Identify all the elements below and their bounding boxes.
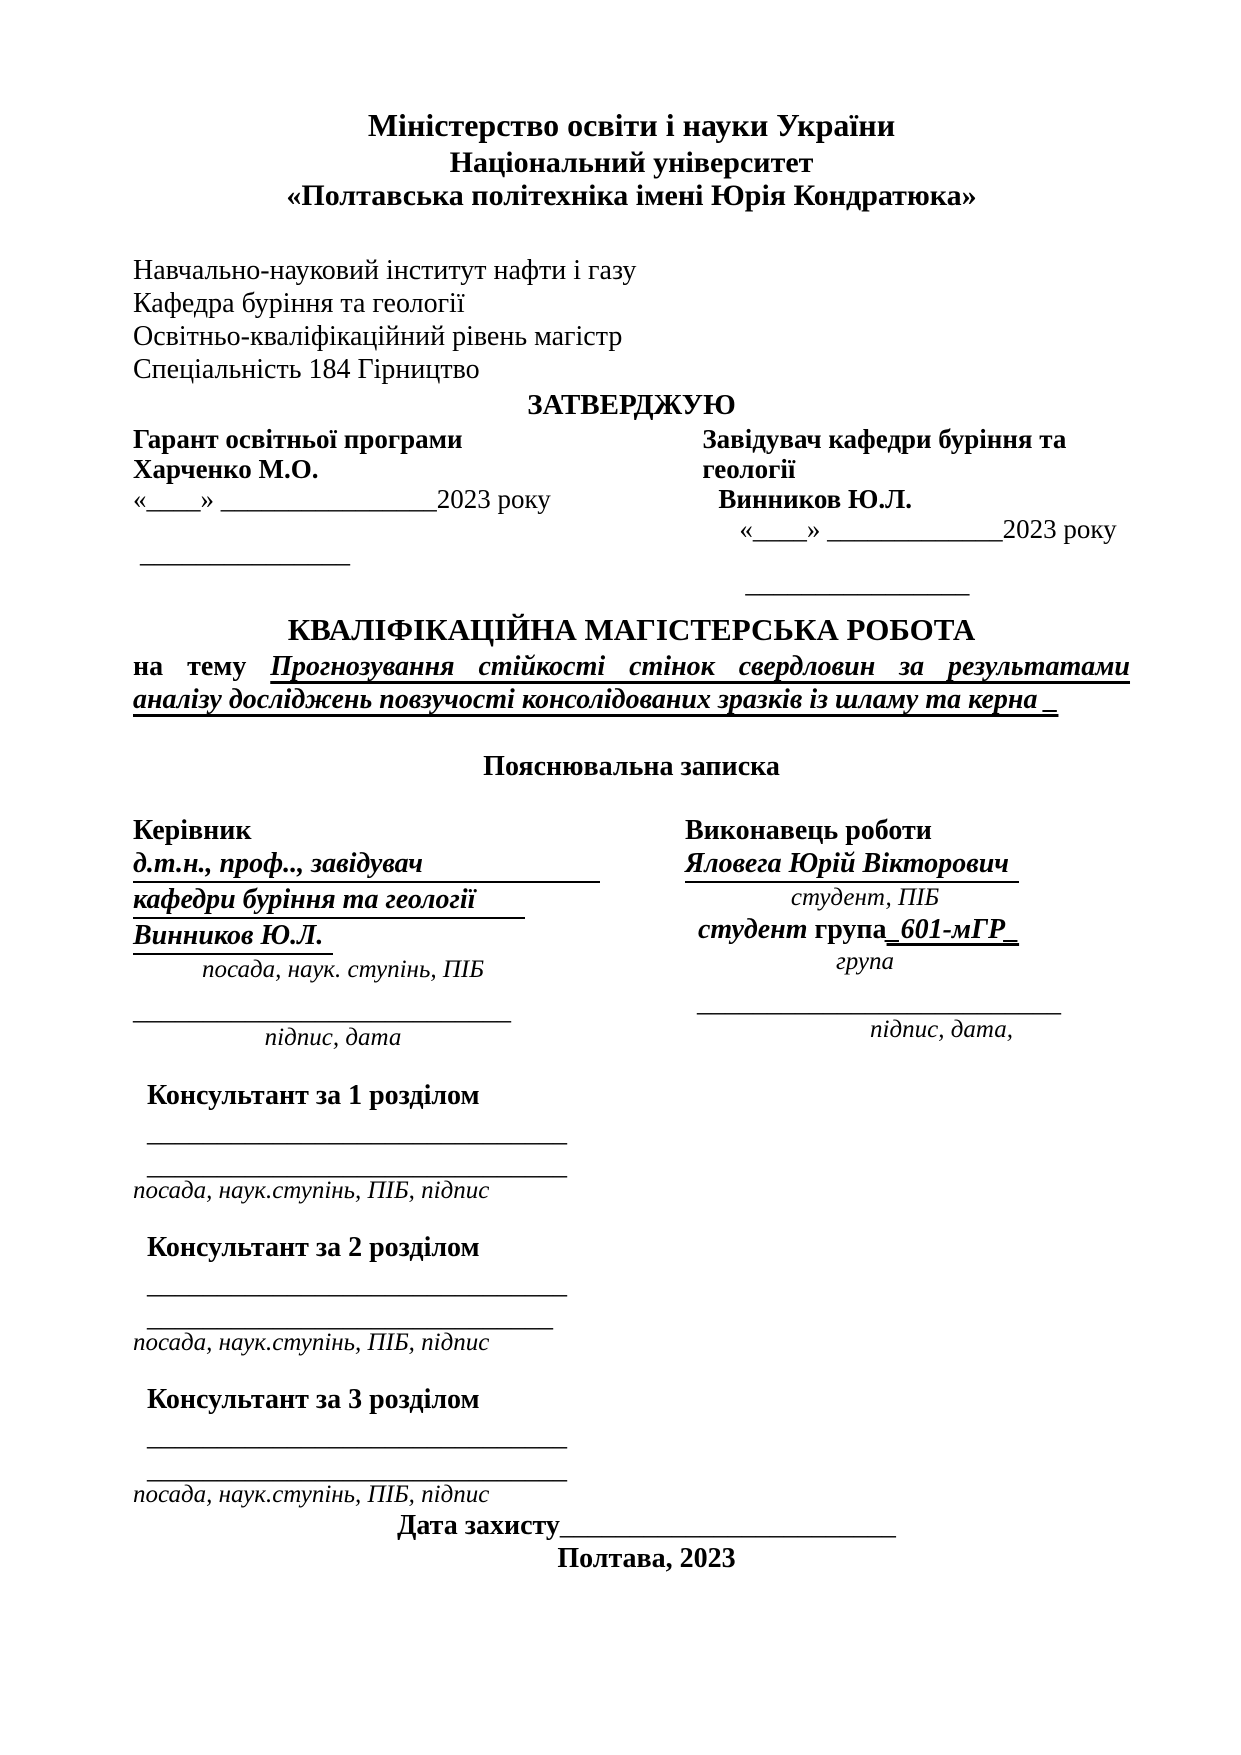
university-line-1: Національний університет bbox=[449, 146, 814, 179]
consultant-3-block bbox=[133, 1383, 1130, 1509]
university-line-2: «Полтавська політехніка імені Юрія Кондратюка» bbox=[286, 179, 977, 212]
department-line: Кафедра буріння та геології bbox=[133, 288, 465, 319]
consultant-1-block bbox=[133, 1079, 1130, 1205]
people-block bbox=[133, 814, 1130, 1053]
thesis-subtitle: Пояснювальна записка bbox=[483, 751, 780, 782]
consultant-1-caption: посада, наук.ступінь, ПІБ, підпис bbox=[133, 1177, 490, 1204]
consultant-1-line-1: ______________________________ bbox=[147, 1117, 567, 1148]
approval-left-column bbox=[133, 424, 600, 599]
consultant-2-heading: Консультант за 2 розділом bbox=[147, 1232, 480, 1263]
defense-date-label: Дата захисту bbox=[397, 1510, 560, 1541]
consultant-1-heading: Консультант за 1 розділом bbox=[147, 1080, 480, 1111]
approval-right-signature-line: ________________ bbox=[745, 568, 970, 599]
approve-heading: ЗАТВЕРДЖУЮ bbox=[527, 389, 736, 421]
consultant-2-block bbox=[133, 1231, 1130, 1357]
executor-signature-caption: підпис, дата, bbox=[870, 1016, 1013, 1043]
executor-column bbox=[685, 814, 1115, 1053]
consultant-3-line-1: ______________________________ bbox=[147, 1421, 567, 1452]
ministry-line: Міністерство освіти і науки України bbox=[367, 107, 896, 143]
approval-left-name: Харченко М.О. bbox=[133, 454, 319, 484]
supervisor-name: Винников Ю.Л. bbox=[133, 919, 333, 955]
institute-line: Навчально-науковий інститут нафти і газу bbox=[133, 255, 637, 286]
approval-right-role: Завідувач кафедри буріння та геології bbox=[702, 424, 1067, 484]
topic-text-line-2: аналізу досліджень повзучості консолідованих зразків із шламу та керна _ bbox=[133, 684, 1059, 715]
thesis-topic bbox=[133, 650, 1130, 716]
consultant-1-line-2: ______________________________ bbox=[147, 1150, 567, 1181]
approval-right-column bbox=[702, 424, 1130, 599]
thesis-topic-line-1 bbox=[133, 650, 1130, 683]
approval-right-name: Винников Ю.Л. bbox=[718, 484, 913, 514]
executor-name-caption: студент, ПІБ bbox=[790, 884, 940, 911]
consultant-2-caption: посада, наук.ступінь, ПІБ, підпис bbox=[133, 1329, 490, 1356]
supervisor-signature-caption: підпис, дата bbox=[264, 1024, 402, 1051]
topic-label: на тему bbox=[133, 651, 247, 682]
consultant-2-line-1: ______________________________ bbox=[147, 1269, 567, 1300]
executor-student-label: студент bbox=[698, 914, 808, 945]
supervisor-heading: Керівник bbox=[133, 815, 252, 846]
supervisor-signature-line: ___________________________ bbox=[133, 995, 511, 1026]
executor-group-caption: група bbox=[835, 948, 895, 975]
topic-text-line-1: Прогнозування стійкості стінок свердловин за результатами bbox=[270, 651, 1131, 682]
approval-left-role: Гарант освітньої програми bbox=[133, 424, 463, 454]
consultant-3-heading: Консультант за 3 розділом bbox=[147, 1384, 480, 1415]
executor-signature-line: __________________________ bbox=[697, 987, 1061, 1018]
thesis-heading: КВАЛІФІКАЦІЙНА МАГІСТЕРСЬКА РОБОТА bbox=[287, 612, 976, 647]
executor-heading: Виконавець роботи bbox=[685, 815, 932, 846]
consultant-3-caption: посада, наук.ступінь, ПІБ, підпис bbox=[133, 1481, 490, 1508]
supervisor-column bbox=[133, 814, 603, 1053]
approval-left-signature-line: _______________ bbox=[140, 538, 350, 569]
consultant-2-line-2: _____________________________ bbox=[147, 1302, 553, 1333]
defense-date-blank: ________________________ bbox=[559, 1510, 896, 1541]
city-year: Полтава, 2023 bbox=[557, 1543, 736, 1574]
specialty-line: Спеціальність 184 Гірництво bbox=[133, 354, 480, 385]
institute-info-block bbox=[133, 254, 1130, 386]
defense-date-line bbox=[133, 1509, 1130, 1542]
consultant-3-line-2: ______________________________ bbox=[147, 1454, 567, 1485]
approval-right-date-line: «____» _____________2023 року bbox=[739, 514, 1117, 544]
executor-name: Яловега Юрій Вікторович bbox=[685, 847, 1019, 883]
approval-block bbox=[133, 424, 1130, 599]
executor-group-label: група bbox=[814, 914, 887, 945]
degree-level-line: Освітньо-кваліфікаційний рівень магістр bbox=[133, 321, 623, 352]
supervisor-position-line-2: кафедри буріння та геології bbox=[133, 883, 525, 919]
thesis-topic-line-2 bbox=[133, 683, 1130, 716]
supervisor-position-line-1: д.т.н., проф.., завідувач bbox=[133, 847, 600, 883]
executor-group-line bbox=[685, 913, 1115, 947]
supervisor-caption: посада, наук. ступінь, ПІБ bbox=[202, 956, 484, 983]
executor-group-value: _601-мГР_ bbox=[886, 914, 1020, 945]
approval-left-date-line: «____» ________________2023 року bbox=[133, 484, 551, 514]
